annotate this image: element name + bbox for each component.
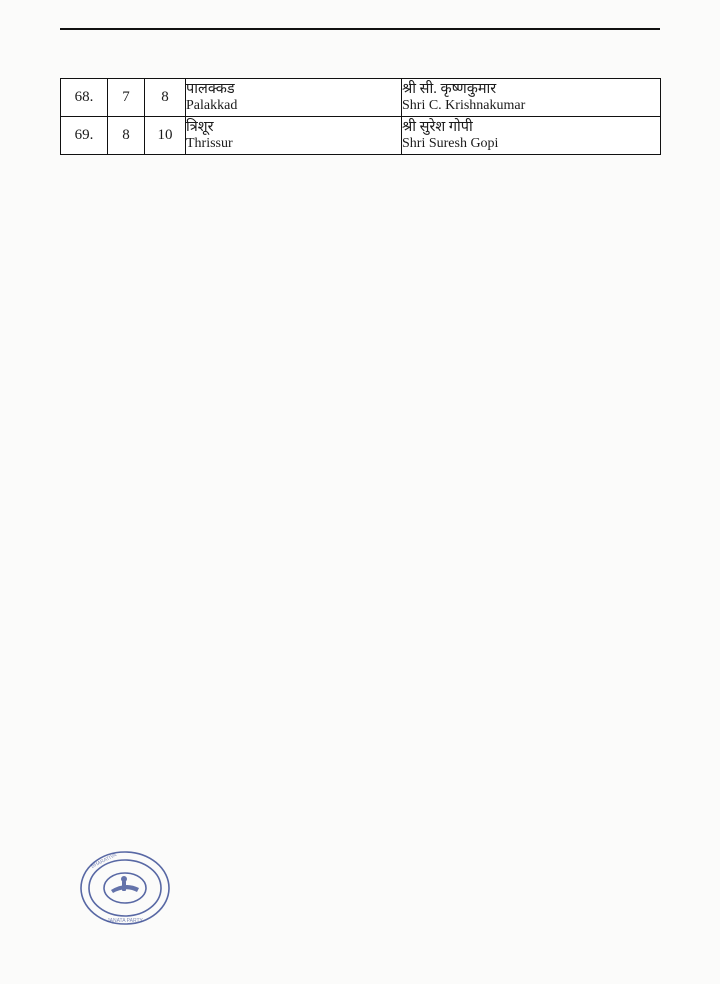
header-constituency: [145, 29, 401, 30]
cell-constituency-name: [186, 117, 402, 155]
constituency-name-english: Thrissur: [186, 135, 233, 151]
table-row: [61, 79, 661, 117]
table-row: [61, 117, 661, 155]
candidate-name-hindi: श्री सुरेश गोपी: [402, 118, 473, 135]
cell-serial: 69.: [61, 117, 108, 155]
table-column-header: [60, 28, 660, 30]
table-header-row: [61, 29, 660, 30]
constituency-name-hindi: त्रिशूर: [186, 118, 214, 135]
header-candidate: [401, 29, 660, 30]
cell-hash: 8: [108, 117, 145, 155]
cell-constituency-number: 8: [145, 79, 186, 117]
party-seal-stamp: [78, 848, 172, 928]
cell-hash: 7: [108, 79, 145, 117]
table-kerala-candidates: [60, 78, 661, 155]
cell-constituency-number: 10: [145, 117, 186, 155]
header-hash: [108, 29, 145, 30]
constituency-name-english: Palakkad: [186, 97, 238, 113]
constituency-name-hindi: पालक्कड: [186, 80, 235, 97]
svg-text:JANATA PARTY: JANATA PARTY: [107, 918, 143, 924]
cell-serial: 68.: [61, 79, 108, 117]
candidate-name-english: Shri Suresh Gopi: [402, 135, 499, 151]
candidate-name-hindi: श्री सी. कृष्णकुमार: [402, 80, 497, 97]
svg-text:BHARATIYA: BHARATIYA: [90, 852, 118, 870]
header-serial: [61, 29, 108, 30]
candidate-name-english: Shri C. Krishnakumar: [402, 97, 526, 113]
cell-constituency-name: [186, 79, 402, 117]
cell-candidate-name: [402, 79, 661, 117]
cell-candidate-name: [402, 117, 661, 155]
